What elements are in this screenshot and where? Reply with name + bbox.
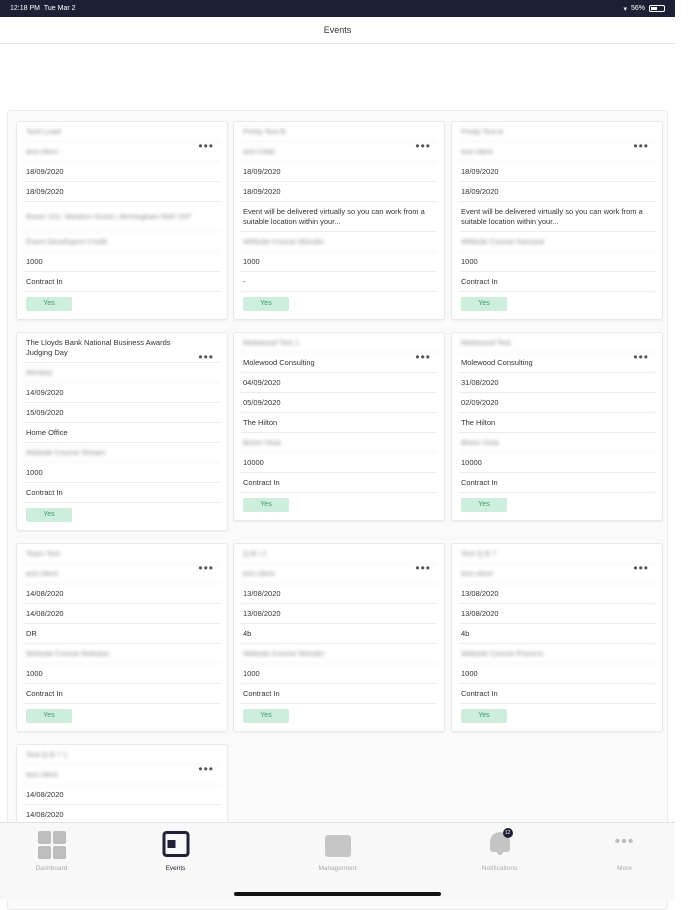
event-field: 1000 [241,252,437,272]
event-card[interactable] [451,332,663,521]
event-field: Website Course Genuine [459,232,655,252]
event-field: 04/09/2020 [241,373,437,393]
event-field: Molewood Consulting [459,353,655,373]
tab-label: Management [318,865,357,872]
event-title: Pretty Test A [459,122,655,142]
event-field: 1000 [459,664,655,684]
event-title: Molewood Test 1 [241,333,437,353]
event-field: - [241,272,437,292]
notification-count: 12 [503,828,513,838]
event-field: test client [459,564,655,584]
event-field: Contract In [241,684,437,704]
event-field: Website Course Release [24,644,220,664]
event-title: Team Test [24,544,220,564]
more-options-icon[interactable]: ••• [415,139,431,153]
event-field: 13/08/2020 [241,584,437,604]
wifi-icon: ▾ [623,5,627,13]
status-badge: Yes [243,498,289,512]
event-field: Bistro Vista [459,433,655,453]
event-field: Home Office [24,423,220,443]
event-field: 18/09/2020 [459,182,655,202]
tab-more[interactable] [557,823,692,883]
events-scroll-area[interactable] [0,44,675,822]
event-field: Contract In [24,272,220,292]
page-title: Events [323,25,352,35]
event-field: Wimkey [24,363,220,383]
event-field: 10000 [459,453,655,473]
bell-icon [490,830,510,854]
event-field: test client [24,564,220,584]
event-card[interactable] [16,332,228,531]
event-field: 18/09/2020 [459,162,655,182]
event-field: 4b [241,624,437,644]
event-field: 02/09/2020 [459,393,655,413]
event-field: 13/08/2020 [459,584,655,604]
status-badge: Yes [461,709,507,723]
event-field: 14/09/2020 [24,383,220,403]
more-options-icon[interactable]: ••• [633,561,649,575]
more-options-icon[interactable]: ••• [633,350,649,364]
event-field: Website Course Process [459,644,655,664]
status-badge: Yes [461,498,507,512]
status-badge: Yes [243,709,289,723]
more-options-icon[interactable]: ••• [415,561,431,575]
event-field: test client [24,142,220,162]
event-field: Bistro Vista [241,433,437,453]
folder-icon [325,835,351,857]
more-icon: ••• [614,833,635,850]
event-title: The Lloyds Bank National Business Awards Judging Day [24,333,220,363]
status-badge: Yes [461,297,507,311]
event-title: Pretty Test B [241,122,437,142]
event-field: Website Course Stream [24,443,220,463]
tab-dashboard[interactable] [0,823,119,883]
event-card[interactable] [451,121,663,320]
status-badge: Yes [243,297,289,311]
event-title: Molewood Test [459,333,655,353]
event-field: 14/08/2020 [24,805,220,825]
event-field: 1000 [24,252,220,272]
tab-management[interactable] [270,823,405,883]
event-title: Q B I 2 [241,544,437,564]
event-field: test client [24,765,220,785]
tab-notifications[interactable] [432,823,567,883]
status-badge: Yes [26,709,72,723]
event-title: Test Q B 7 1 [24,745,220,765]
event-card[interactable] [16,121,228,320]
event-field: The Hilton [241,413,437,433]
more-options-icon[interactable]: ••• [633,139,649,153]
event-field: Contract In [241,473,437,493]
status-bar [0,0,675,17]
event-field: 15/09/2020 [24,403,220,423]
more-options-icon[interactable]: ••• [198,350,214,364]
event-field: Event will be delivered virtually so you can work from a suitable location within your... [241,202,437,232]
event-field: 1000 [24,664,220,684]
event-field: 14/08/2020 [24,604,220,624]
nav-bar [0,17,675,44]
event-field: Website Course Wonder [241,644,437,664]
event-field: Event will be delivered virtually so you can work from a suitable location within your... [459,202,655,232]
event-field: 18/09/2020 [24,162,220,182]
event-field: 1000 [241,664,437,684]
event-field: 31/08/2020 [459,373,655,393]
event-field: 1000 [24,463,220,483]
event-field: 18/09/2020 [241,162,437,182]
more-options-icon[interactable]: ••• [415,350,431,364]
tab-label: Events [165,865,186,872]
event-card[interactable] [16,543,228,732]
battery-percent: 56% [630,5,645,12]
event-field: 1000 [459,252,655,272]
more-options-icon[interactable]: ••• [198,762,214,776]
battery-icon [649,5,665,12]
event-field: 13/08/2020 [459,604,655,624]
event-field: 13/08/2020 [241,604,437,624]
event-card[interactable] [16,744,228,834]
tab-label: Dashboard [35,865,68,872]
event-field: Event Developers Credit [24,232,220,252]
event-field: Molewood Consulting [241,353,437,373]
event-field: 18/09/2020 [241,182,437,202]
event-field: 14/08/2020 [24,584,220,604]
event-field: Contract In [459,272,655,292]
event-field: Room 101, Western Green, Birmingham B40 1NT [24,202,220,232]
event-card[interactable] [233,332,445,521]
event-field: Contract In [24,483,220,503]
event-field: test Child [241,142,437,162]
event-field: Contract In [459,473,655,493]
status-badge: Yes [26,508,72,522]
event-field: Website Course Wonder [241,232,437,252]
event-card[interactable] [233,543,445,732]
status-time: 12:18 PM Tue Mar 2 [10,5,76,12]
event-field: test client [241,564,437,584]
event-field: 4b [459,624,655,644]
tab-label: Notifications [481,865,518,872]
status-right [623,5,665,13]
more-options-icon[interactable]: ••• [198,561,214,575]
event-card[interactable] [451,543,663,732]
event-field: 14/08/2020 [24,785,220,805]
event-field: 05/09/2020 [241,393,437,413]
calendar-icon [162,831,189,857]
tab-events[interactable] [108,823,243,883]
event-field: 18/09/2020 [24,182,220,202]
event-field: Contract In [459,684,655,704]
event-field: 10000 [241,453,437,473]
dashboard-icon [38,831,66,859]
event-field: The Hilton [459,413,655,433]
event-card[interactable] [233,121,445,320]
tab-bar [0,822,675,900]
event-field: test client [459,142,655,162]
event-title: Tech Lead [24,122,220,142]
more-options-icon[interactable]: ••• [198,139,214,153]
event-field: Contract In [24,684,220,704]
home-indicator [234,892,441,896]
status-badge: Yes [26,297,72,311]
event-field: DR [24,624,220,644]
events-grid [7,110,668,910]
event-title: Test Q B 7 [459,544,655,564]
tab-label: More [617,865,632,872]
